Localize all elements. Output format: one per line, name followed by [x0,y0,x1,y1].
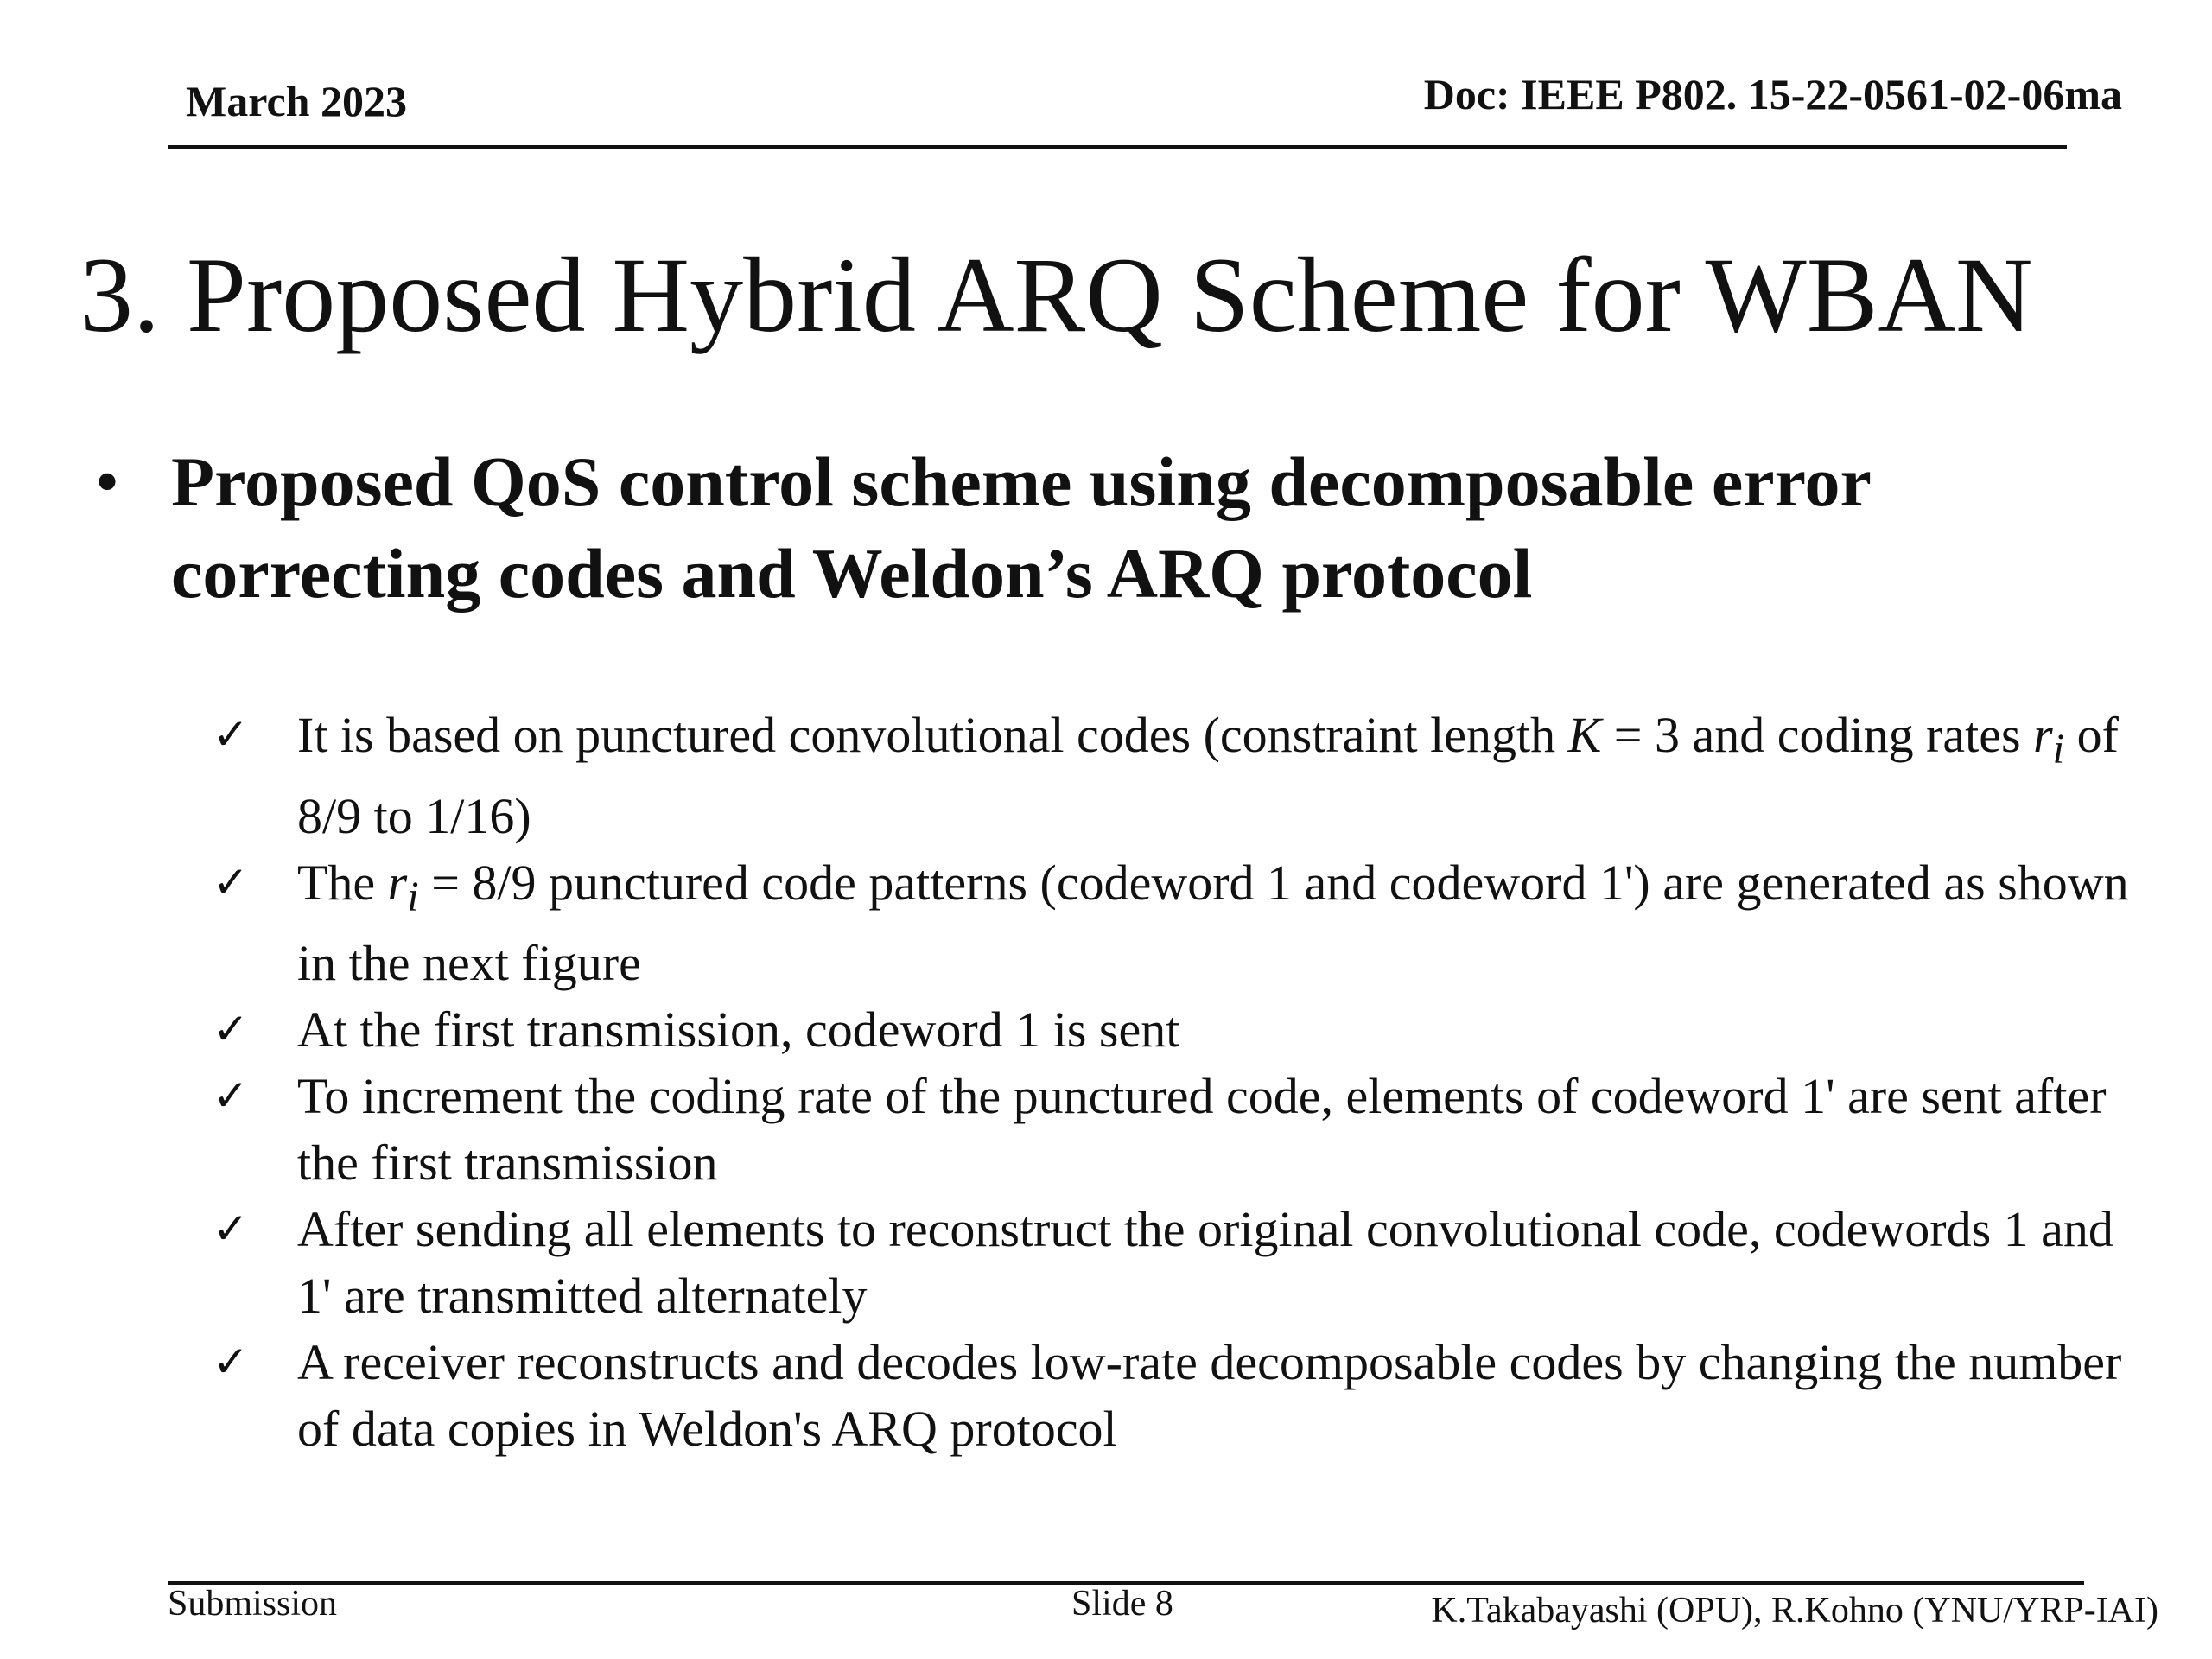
math-var-r: r [387,854,408,911]
main-bullet [95,436,2108,620]
sub-bullet-5 [213,1196,2139,1329]
sub-bullet-1 [213,702,2139,849]
checkmark-icon [213,1063,249,1129]
sub-bullet-6 [213,1329,2139,1462]
checkmark-icon [213,849,249,916]
sub-bullet-4-text: To increment the coding rate of the punctured code, elements of codeword 1' are sent after the first transmission [297,1068,2107,1192]
checkmark-icon [213,702,249,768]
sub-bullet-2-text-a: The [297,854,388,911]
footer-slide-number: Slide 8 [1071,1584,1173,1624]
sub-bullet-2 [213,849,2139,997]
math-var-k: K [1567,707,1602,763]
sub-bullet-6-text: A receiver reconstructs and decodes low-rate decomposable codes by changing the number of data copies in Weldon's ARQ protocol [297,1334,2122,1458]
sub-bullet-1-text-a: It is based on punctured convolutional codes (constraint length [297,707,1568,763]
sub-bullet-4 [213,1063,2139,1196]
footer-submission: Submission [168,1584,338,1624]
sub-bullet-3-text: At the first transmission, codeword 1 is sent [297,1001,1180,1058]
bullet-dot-icon: • [95,444,120,520]
checkmark-icon [213,1196,249,1262]
math-sub-i: i [407,874,419,920]
header-doc-id: Doc: IEEE P802. 15-22-0561-02-06ma [1423,70,2122,118]
sub-bullet-5-text: After sending all elements to reconstruct the original convolutional code, codewords 1 and 1' are transmitted alternately [297,1201,2113,1325]
math-sub-i: i [2052,726,2065,772]
checkmark-icon [213,996,249,1063]
sub-bullet-list [213,702,2139,1462]
header-date: March 2023 [186,77,407,125]
math-var-r: r [2033,707,2053,763]
main-bullet-text: Proposed QoS control scheme using decomposable error correcting codes and Weldon’s ARQ protocol [171,442,1871,613]
checkmark-icon [213,1329,249,1395]
sub-bullet-1-text-c: of 8/9 to 1/16) [297,707,2119,844]
sub-bullet-2-text-b: = 8/9 punctured code patterns (codeword 1 and codeword 1') are generated as shown in the next figure [297,854,2129,992]
footer-authors: K.Takabayashi (OPU), R.Kohno (YNU/YRP-IAI) [1431,1591,2158,1630]
header-rule [168,145,2067,149]
sub-bullet-3 [213,996,2139,1063]
sub-bullet-1-text-b: = 3 and coding rates [1601,707,2034,763]
slide-title: 3. Proposed Hybrid ARQ Scheme for WBAN [79,236,2033,354]
